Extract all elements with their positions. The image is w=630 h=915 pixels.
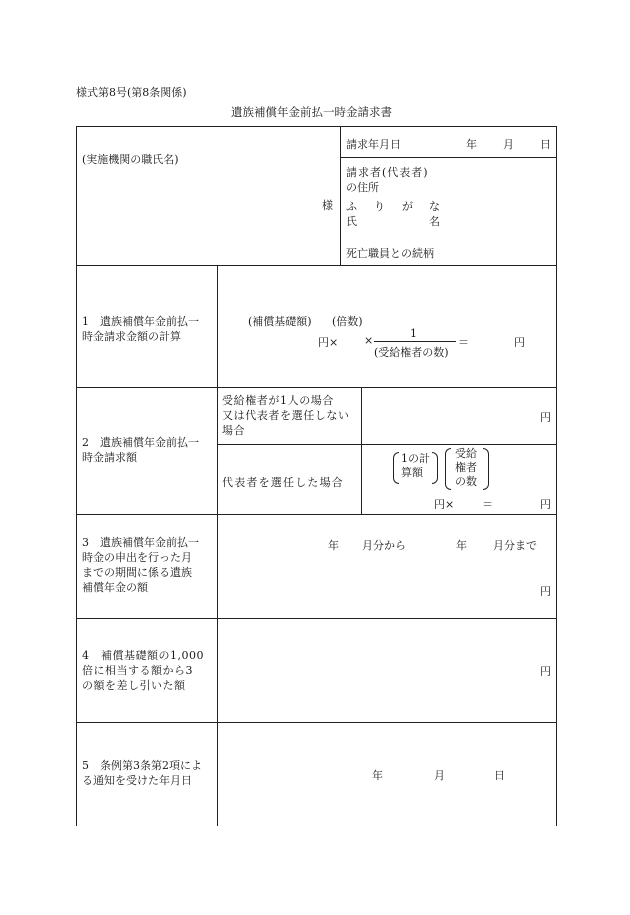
furigana-char-1: ふ	[346, 200, 357, 213]
section1-label: 1 遺族補償年金前払一 時金請求金額の計算	[82, 315, 199, 343]
furigana-char-4: な	[429, 200, 440, 213]
name-char-1: 氏	[346, 215, 357, 228]
s2-recipients-paren-left	[445, 448, 451, 490]
s1-fraction-bar	[374, 341, 456, 342]
date-label: 請求年月日	[346, 138, 401, 151]
furigana-char-3: が	[402, 200, 413, 213]
s1-yen-times: 円×	[318, 336, 339, 349]
s2-equals: ＝	[482, 498, 493, 511]
s2-calc1-paren-left	[393, 452, 399, 484]
s2-yen2: 円	[540, 498, 551, 511]
section3-label: 3 遺族補償年金前払一 時金の申出を行った月 までの期間に係る遺族 補償年金の額	[82, 536, 199, 594]
s2-case1-label: 受給権者が1人の場合 又は代表者を選任しない 場合	[222, 394, 350, 437]
address-label-line1: 請求者(代表者)	[346, 166, 429, 179]
address-label-line2: の住所	[346, 181, 379, 194]
s4-yen: 円	[540, 665, 551, 678]
s2-calc1-label: 1の計 算額	[401, 452, 430, 479]
s1-fraction-denominator: (受給権者の数)	[374, 346, 449, 359]
s3-year1-unit: 年	[328, 539, 339, 552]
form-number: 様式第8号(第8条関係)	[76, 86, 187, 99]
s3-yen: 円	[540, 585, 551, 598]
form-title: 遺族補償年金前払一時金請求書	[231, 105, 392, 119]
furigana-char-2: り	[374, 200, 385, 213]
section5-label: 5 条例第3条第2項によ る通知を受けた年月日	[82, 759, 202, 787]
s2-recipients-paren-right	[483, 448, 489, 490]
s2-case2-label: 代表者を選任した場合	[222, 476, 344, 489]
s3-to-label: 月分まで	[493, 539, 537, 552]
s1-yen: 円	[514, 336, 525, 349]
name-char-2: 名	[429, 215, 440, 228]
s5-month-unit: 月	[434, 769, 445, 782]
s5-day-unit: 日	[494, 769, 505, 782]
section4-label: 4 補償基礎額の1,000 倍に相当する額から3 の額を差し引いた額	[82, 649, 204, 692]
s1-multiple-label: (倍数)	[332, 315, 363, 328]
s3-year2-unit: 年	[456, 539, 467, 552]
relation-label: 死亡職員との続柄	[346, 247, 434, 260]
s1-times: ×	[364, 334, 374, 347]
s1-base-amount-label: (補償基礎額)	[248, 315, 312, 328]
s2-recipients-label: 受給 権者 の数	[455, 447, 477, 488]
date-month-unit: 月	[503, 138, 514, 151]
s1-fraction-numerator: 1	[410, 327, 417, 340]
s2-yen-times: 円×	[434, 498, 455, 511]
sama-label: 様	[322, 199, 333, 212]
date-day-unit: 日	[540, 138, 551, 151]
s1-equals: ＝	[458, 336, 469, 349]
s2-calc1-paren-right	[432, 452, 438, 484]
addressee-label: (実施機関の職氏名)	[82, 153, 179, 166]
section2-label: 2 遺族補償年金前払一 時金請求額	[82, 436, 199, 464]
s3-from-label: 月分から	[362, 539, 406, 552]
date-year-unit: 年	[466, 138, 477, 151]
s5-year-unit: 年	[372, 769, 383, 782]
s2-yen1: 円	[540, 411, 551, 424]
